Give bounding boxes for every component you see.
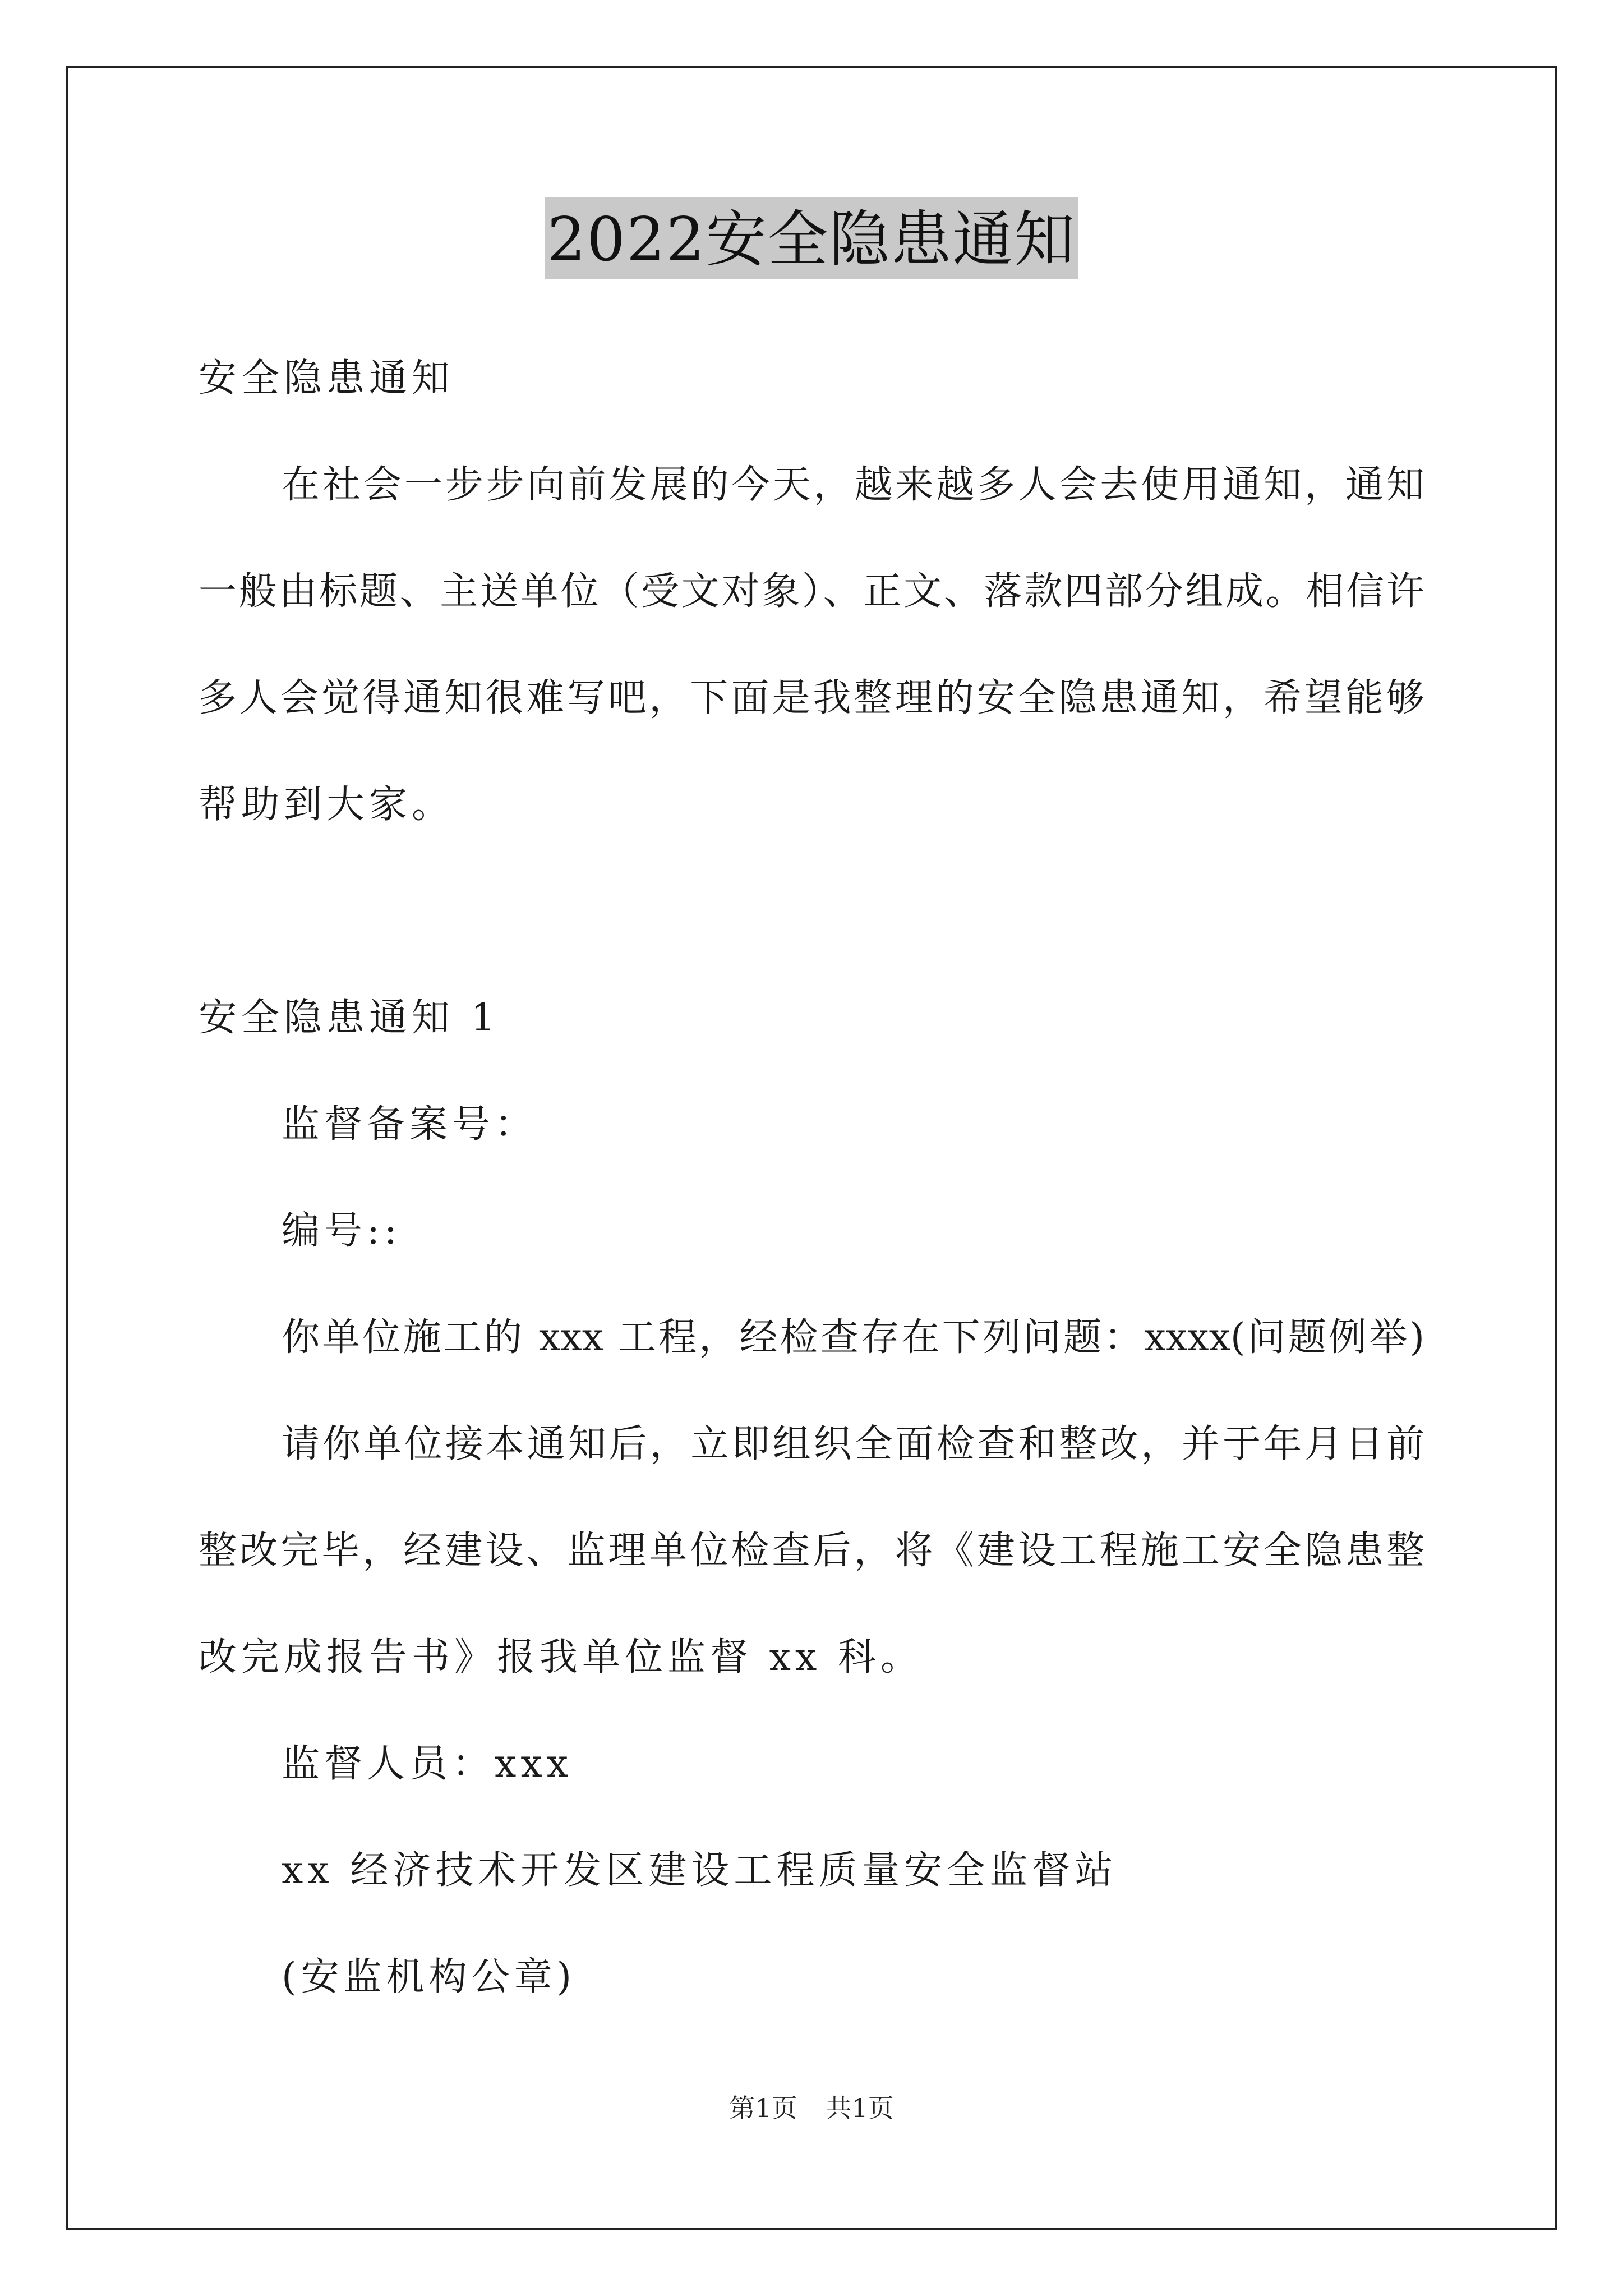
page-total: 共1页 bbox=[826, 2093, 894, 2123]
seal-note: (安监机构公章) bbox=[282, 1955, 577, 1999]
section-heading: 安全隐患通知 bbox=[199, 356, 455, 401]
document-title: 2022安全隐患通知 bbox=[545, 197, 1078, 279]
request-line-2: 整改完毕，经建设、监理单位检查后，将《建设工程施工安全隐患整 bbox=[199, 1529, 1424, 1573]
serial-number: 编号:: bbox=[282, 1209, 402, 1253]
organization: xx 经济技术开发区建设工程质量安全监督站 bbox=[282, 1848, 1118, 1893]
intro-line-2: 一般由标题、主送单位（受文对象）、正文、落款四部分组成。相信许 bbox=[199, 569, 1424, 614]
page-current: 第1页 bbox=[729, 2093, 797, 2123]
notice-heading: 安全隐患通知 1 bbox=[199, 996, 500, 1040]
page-footer bbox=[0, 2091, 1623, 2125]
title-container bbox=[0, 197, 1623, 279]
intro-line-1: 在社会一步步向前发展的今天，越来越多人会去使用通知，通知 bbox=[282, 463, 1424, 507]
intro-line-4: 帮助到大家。 bbox=[199, 783, 455, 827]
intro-line-3: 多人会觉得通知很难写吧，下面是我整理的安全隐患通知，希望能够 bbox=[199, 676, 1424, 720]
request-line-3: 改完成报告书》报我单位监督 xx 科。 bbox=[199, 1635, 923, 1680]
request-line-1: 请你单位接本通知后，立即组织全面检查和整改，并于年月日前 bbox=[282, 1422, 1424, 1466]
supervisor: 监督人员：xxx bbox=[282, 1742, 573, 1786]
problem-statement: 你单位施工的 xxx 工程，经检查存在下列问题：xxxx(问题例举) bbox=[282, 1315, 1424, 1360]
record-number: 监督备案号： bbox=[282, 1102, 538, 1147]
